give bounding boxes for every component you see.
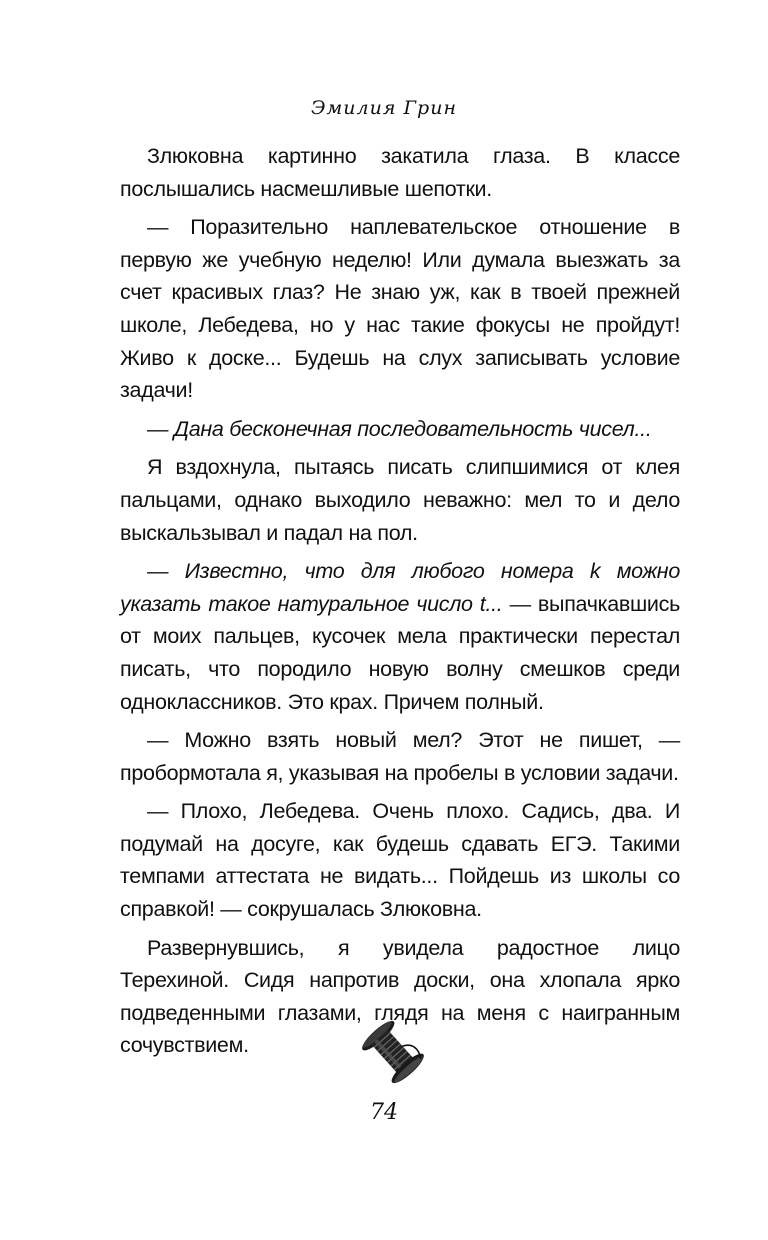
text-run: — выпачкавшись от моих пальцев, кусочек мела практически перестал писать, что породило новую волну смешков среди одноклассников. Это крах. Причем полный. bbox=[120, 591, 680, 714]
paragraph bbox=[120, 413, 680, 446]
paragraph bbox=[120, 451, 680, 549]
paragraph bbox=[120, 140, 680, 205]
paragraph bbox=[120, 724, 680, 789]
running-head: Эмилия Грин bbox=[311, 97, 457, 119]
body-text bbox=[120, 140, 680, 1068]
italic-text: — Известно, что для любого номера k можно указать такое натуральное число t... bbox=[120, 559, 680, 616]
page-number: 74 bbox=[370, 1100, 398, 1125]
text-run: Злюковна картинно закатила глаза. В классе послышались насмешливые шепотки. bbox=[120, 144, 680, 201]
text-run: Я вздохнула, пытаясь писать слипшимися от клея пальцами, однако выходило неважно: мел то и дело выскальзывал и падал на пол. bbox=[120, 455, 680, 545]
text-run: — Можно взять новый мел? Этот не пишет, — пробормотала я, указывая на пробелы в условии задачи. bbox=[120, 728, 680, 785]
paragraph bbox=[120, 795, 680, 925]
paragraph bbox=[120, 555, 680, 718]
thread-spool-icon bbox=[357, 1016, 429, 1088]
text-run: — Поразительно наплевательское отношение в первую же учебную неделю! Или думала выезжать за счет красивых глаз? Не знаю уж, как в твоей прежней школе, Лебедева, но у нас такие фокусы не пройдут! Живо к доске... Будешь на слух записывать условие задачи! bbox=[120, 215, 680, 403]
text-run: — Плохо, Лебедева. Очень плохо. Садись, два. И подумай на досуге, как будешь сдавать ЕГЭ. Такими темпами аттестата не видать... Пойдешь из школы со справкой! — сокрушалась Злюковна. bbox=[120, 799, 680, 922]
italic-text: — Дана бесконечная последовательность чисел... bbox=[147, 416, 652, 441]
text-run: Развернувшись, я увидела радостное лицо Терехиной. Сидя напротив доски, она хлопала ярко подведенными глазами, глядя на меня с наигранным сочувствием. bbox=[120, 935, 680, 1058]
paragraph bbox=[120, 211, 680, 407]
